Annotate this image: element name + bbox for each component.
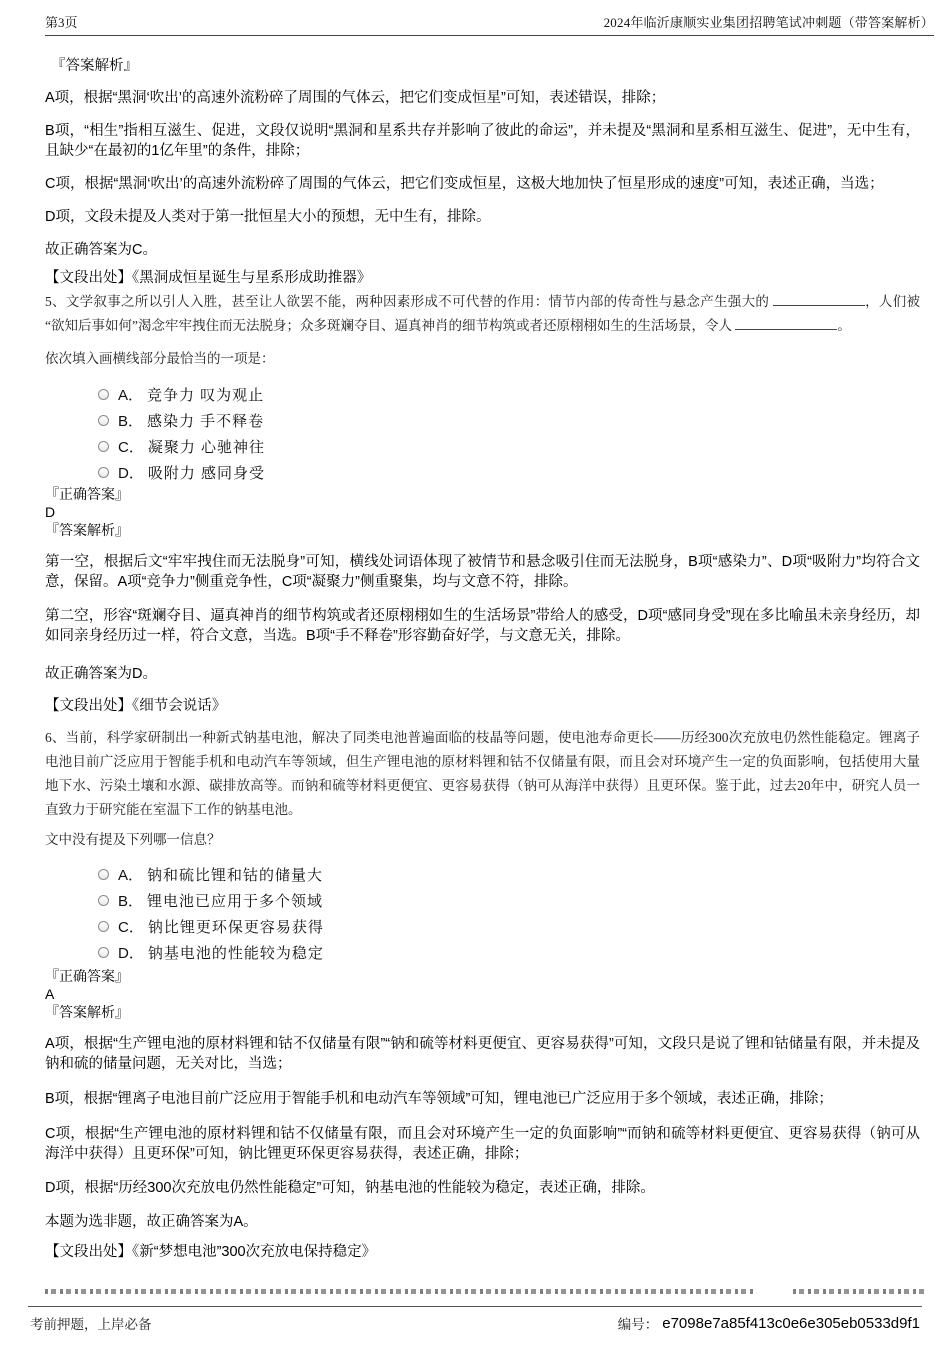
analysis-paragraph-d: D项，根据“历经300次充放电仍然性能稳定”可知，钠基电池的性能较为稳定，表述正确，排除。 [45,1180,655,1196]
option-letter: C． [118,438,144,456]
correct-answer-heading: 『正确答案』 [45,968,129,984]
correct-answer-heading: 『正确答案』 [45,486,129,502]
analysis-paragraph-d: D项，文段未提及人类对于第一批恒星大小的预想，无中生有，排除。 [45,209,491,225]
page-header [45,12,934,36]
source-reference: 【文段出处】《细节会说话》 [45,698,227,714]
question-5-stem: 5、文学叙事之所以引人入胜，甚至让人欲罢不能，两种因素形成不可代替的作用：情节内部的传奇性与悬念产生强大的 ，人们被“欲知后事如何”渴念牢牢拽住而无法脱身；众多斑斓夺目、逼真神肖的细节构筑或者还原栩栩如生的生活场景，令人 。 [45,294,921,333]
answer-conclusion: 故正确答案为D。 [45,666,157,682]
footer-divider [28,1306,922,1307]
option-letter: A． [118,866,144,884]
correct-answer-value: D [45,504,56,520]
option-text: 钠和硫比锂和钴的储量大 [147,866,324,884]
question-6-options [45,861,934,965]
question-6-prompt: 文中没有提及下列哪一信息？ [45,832,221,847]
option-letter: B． [118,412,144,430]
analysis-paragraph-1: 第一空，根据后文“牢牢拽住而无法脱身”可知，横线处词语体现了被情节和悬念吸引住而无法脱身，B项“感染力”、D项“吸附力”均符合文意，保留。A项“竞争力”侧重竞争性，C项“凝聚力”侧重聚集，均与文意不符，排除。 [45,554,920,590]
analysis-paragraph-a: A项，根据“生产锂电池的原材料锂和钴不仅储量有限”“钠和硫等材料更便宜、更容易获得”可知，文段只是说了锂和钴储量有限，并未提及钠和硫的储量问题，无关对比，当选； [45,1036,920,1072]
option-d[interactable] [98,459,934,485]
analysis-heading: 『答案解析』 [45,1004,129,1020]
option-b[interactable] [98,887,934,913]
option-text: 竞争力 叹为观止 [147,386,265,404]
radio-button-icon[interactable] [98,921,109,932]
option-text: 凝聚力 心驰神往 [147,438,266,456]
question-5-options [45,381,934,485]
source-reference: 【文段出处】《黑洞成恒星诞生与星系形成助推器》 [45,270,372,286]
analysis-paragraph-b: B项，“相生”指相互滋生、促进，文段仅说明“黑洞和星系共存并影响了彼此的命运”，并未提及“黑洞和星系相互滋生、促进”，无中生有，且缺少“在最初的1亿年里”的条件，排除； [45,123,920,159]
question-6-stem: 6、当前，科学家研制出一种新式钠基电池，解决了同类电池普遍面临的枝晶等问题，使电池寿命更长——历经300次充放电仍然性能稳定。锂离子电池目前广泛应用于智能手机和电动汽车等领域，但生产锂电池的原材料锂和钴不仅储量有限，而且会对环境产生一定的负面影响，包括使用大量地下水、污染土壤和水源、碳排放高等。而钠和硫等材料更便宜、更容易获得（钠可从海洋中获得）且更环保。鉴于此，过去20年中，研究人员一直致力于研究能在室温下工作的钠基电池。 [45,730,920,817]
radio-button-icon[interactable] [98,415,109,426]
option-d[interactable] [98,939,934,965]
analysis-paragraph-b: B项，根据“锂离子电池目前广泛应用于智能手机和电动汽车等领域”可知，锂电池已广泛应用于多个领域，表述正确，排除； [45,1091,833,1107]
option-text: 钠比锂更环保更容易获得 [147,918,324,936]
radio-button-icon[interactable] [98,441,109,452]
document-id [618,1313,920,1333]
fill-blank-line-2 [735,317,837,330]
option-letter: A． [118,386,144,404]
analysis-paragraph-a: A项，根据“黑洞‘吹出’的高速外流粉碎了周围的气体云，把它们变成恒星”可知，表述错误，排除； [45,90,666,106]
fill-blank-line-1 [773,293,865,306]
analysis-heading: 『答案解析』 [45,522,129,538]
option-letter: B． [118,892,144,910]
document-title: 2024年临沂康顺实业集团招聘笔试冲刺题（带答案解析） [603,15,934,30]
radio-button-icon[interactable] [98,895,109,906]
page-footer [30,1313,920,1333]
option-letter: C． [118,918,144,936]
radio-button-icon[interactable] [98,467,109,478]
option-text: 钠基电池的性能较为稳定 [147,944,324,962]
option-text: 感染力 手不释卷 [147,412,265,430]
option-c[interactable] [98,913,934,939]
analysis-heading: 『答案解析』 [51,58,138,74]
analysis-paragraph-c: C项，根据“黑洞‘吹出’的高速外流粉碎了周围的气体云，把它们变成恒星，这极大地加快了恒星形成的速度”可知，表述正确，当选； [45,176,884,192]
clipped-text-segment [45,1289,755,1294]
page-number: 第3页 [45,15,78,30]
option-letter: D． [118,944,144,962]
footer-slogan: 考前押题，上岸必备 [30,1317,152,1332]
option-a[interactable] [98,381,934,407]
option-c[interactable] [98,433,934,459]
option-b[interactable] [98,407,934,433]
source-reference: 【文段出处】《新“梦想电池”300次充放电保持稳定》 [45,1244,377,1260]
document-id-value: e7098e7a85f413c0e6e305eb0533d9f1 [662,1314,920,1332]
option-text: 锂电池已应用于多个领域 [147,892,324,910]
correct-answer-value: A [45,986,55,1002]
document-id-label: 编号： [617,1317,659,1332]
analysis-paragraph-2: 第二空，形容“斑斓夺目、逼真神肖的细节构筑或者还原栩栩如生的生活场景”带给人的感受，D项“感同身受”现在多比喻虽未亲身经历，却如同亲身经历过一样，符合文意，当选。B项“手不释卷”形容勤奋好学，与文意无关，排除。 [45,608,920,644]
clipped-text-segment [793,1289,925,1294]
answer-conclusion: 本题为选非题，故正确答案为A。 [45,1214,258,1230]
answer-conclusion: 故正确答案为C。 [45,242,157,258]
option-a[interactable] [98,861,934,887]
option-letter: D． [118,464,144,482]
radio-button-icon[interactable] [98,869,109,880]
radio-button-icon[interactable] [98,389,109,400]
question-5-prompt: 依次填入画横线部分最恰当的一项是： [45,351,275,366]
analysis-paragraph-c: C项，根据“生产锂电池的原材料锂和钴不仅储量有限，而且会对环境产生一定的负面影响”“而钠和硫等材料更便宜、更容易获得（钠可从海洋中获得）且更环保”可知，钠比锂更环保更容易获得，表述正确，排除； [45,1126,920,1162]
radio-button-icon[interactable] [98,947,109,958]
option-text: 吸附力 感同身受 [147,464,266,482]
